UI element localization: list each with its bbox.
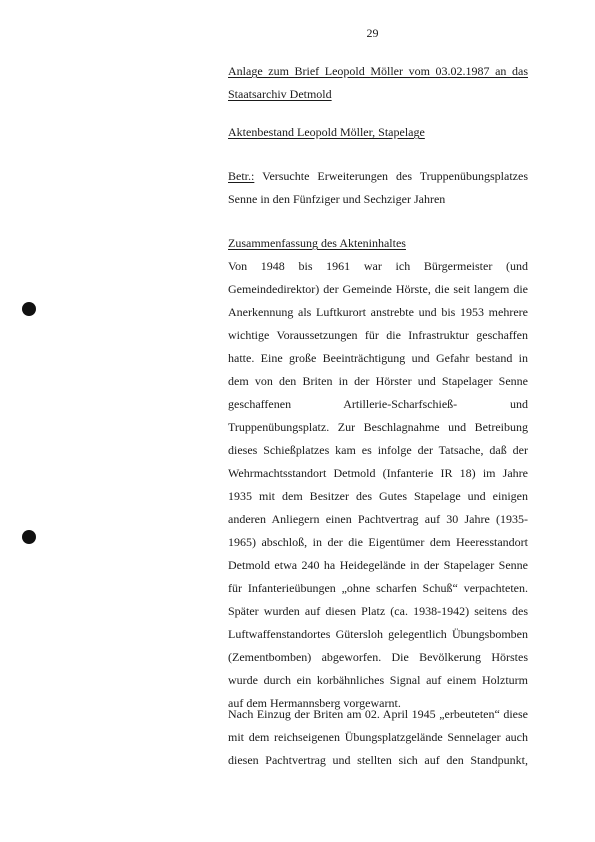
summary-line: (Zementbomben) abgeworfen. Die Bevölkerung Hörstes bbox=[228, 650, 528, 664]
paragraph-line: Nach Einzug der Briten am 02. April 1945 „erbeuteten“ diese bbox=[228, 707, 528, 721]
attachment-header bbox=[228, 60, 528, 106]
summary-line: hatte. Eine große Beeinträchtigung und Gefahr bestand in bbox=[228, 351, 528, 365]
summary-heading: Zusammenfassung des Akteninhaltes bbox=[228, 236, 406, 250]
summary-line: Luftwaffenstandortes Gütersloh gelegentlich Übungsbomben bbox=[228, 627, 528, 641]
summary-line: 1965) abschloß, in der die Eigentümer dem Heeresstandort bbox=[228, 535, 528, 549]
summary-line: geschaffenen Artillerie-Scharfschieß- und bbox=[228, 397, 528, 411]
summary-line: Anerkennung als Luftkurort anstrebte und bis 1953 mehrere bbox=[228, 305, 528, 319]
subject-text: Versuchte Erweiterungen des Truppenübungsplatzes bbox=[254, 169, 528, 183]
punch-hole-top bbox=[22, 302, 36, 316]
summary-line: 1935 mit dem Besitzer des Gutes Stapelage und einigen bbox=[228, 489, 528, 503]
summary-line: Gemeindedirektor) der Gemeinde Hörste, die seit langem die bbox=[228, 282, 528, 296]
summary-line: anderen Anliegern einen Pachtvertrag auf 30 Jahre (1935- bbox=[228, 512, 528, 526]
header-line-2: Staatsarchiv Detmold bbox=[228, 87, 332, 101]
summary-line: wichtige Voraussetzungen für die Infrastruktur geschaffen bbox=[228, 328, 528, 342]
subject-line-1 bbox=[228, 165, 528, 188]
summary-line: Wehrmachtsstandort Detmold (Infanterie IR 18) im Jahre bbox=[228, 466, 528, 480]
summary-line: dieses Schießplatzes kam es infolge der Tatsache, daß der bbox=[228, 443, 528, 457]
summary-line: Detmold etwa 240 ha Heidegelände in der Stapelager Senne bbox=[228, 558, 528, 572]
subject-block bbox=[228, 165, 528, 211]
summary-line: Später wurden auf diesen Platz (ca. 1938-1942) seitens des bbox=[228, 604, 528, 618]
paragraph-line: diesen Pachtvertrag und stellten sich auf den Standpunkt, bbox=[228, 753, 528, 767]
punch-hole-bottom bbox=[22, 530, 36, 544]
paragraph-line: mit dem reichseigenen Übungsplatzgelände Sennelager auch bbox=[228, 730, 528, 744]
summary-section bbox=[228, 232, 528, 715]
next-paragraph bbox=[228, 703, 528, 772]
page-number: 29 bbox=[366, 26, 379, 40]
summary-line: dem von den Briten in der Hörster und Stapelager Senne bbox=[228, 374, 528, 388]
header-line-1: Anlage zum Brief Leopold Möller vom 03.02.1987 an das bbox=[228, 64, 528, 78]
summary-last-line: auf dem Hermannsberg vorgewarnt. bbox=[228, 696, 401, 710]
subject-label: Betr.: bbox=[228, 169, 255, 183]
summary-line: für Infanterieübungen „ohne scharfen Schuß“ verpachteten. bbox=[228, 581, 528, 595]
subject-line-2: Senne in den Fünfziger und Sechziger Jahren bbox=[228, 192, 446, 206]
summary-line: wurde durch ein korbähnliches Signal auf einem Holzturm bbox=[228, 673, 528, 687]
collection-title-block bbox=[228, 121, 528, 144]
summary-line: Truppenübungsplatz. Zur Beschlagnahme und Betreibung bbox=[228, 420, 528, 434]
collection-title: Aktenbestand Leopold Möller, Stapelage bbox=[228, 125, 425, 139]
summary-line: Von 1948 bis 1961 war ich Bürgermeister (und bbox=[228, 259, 528, 273]
